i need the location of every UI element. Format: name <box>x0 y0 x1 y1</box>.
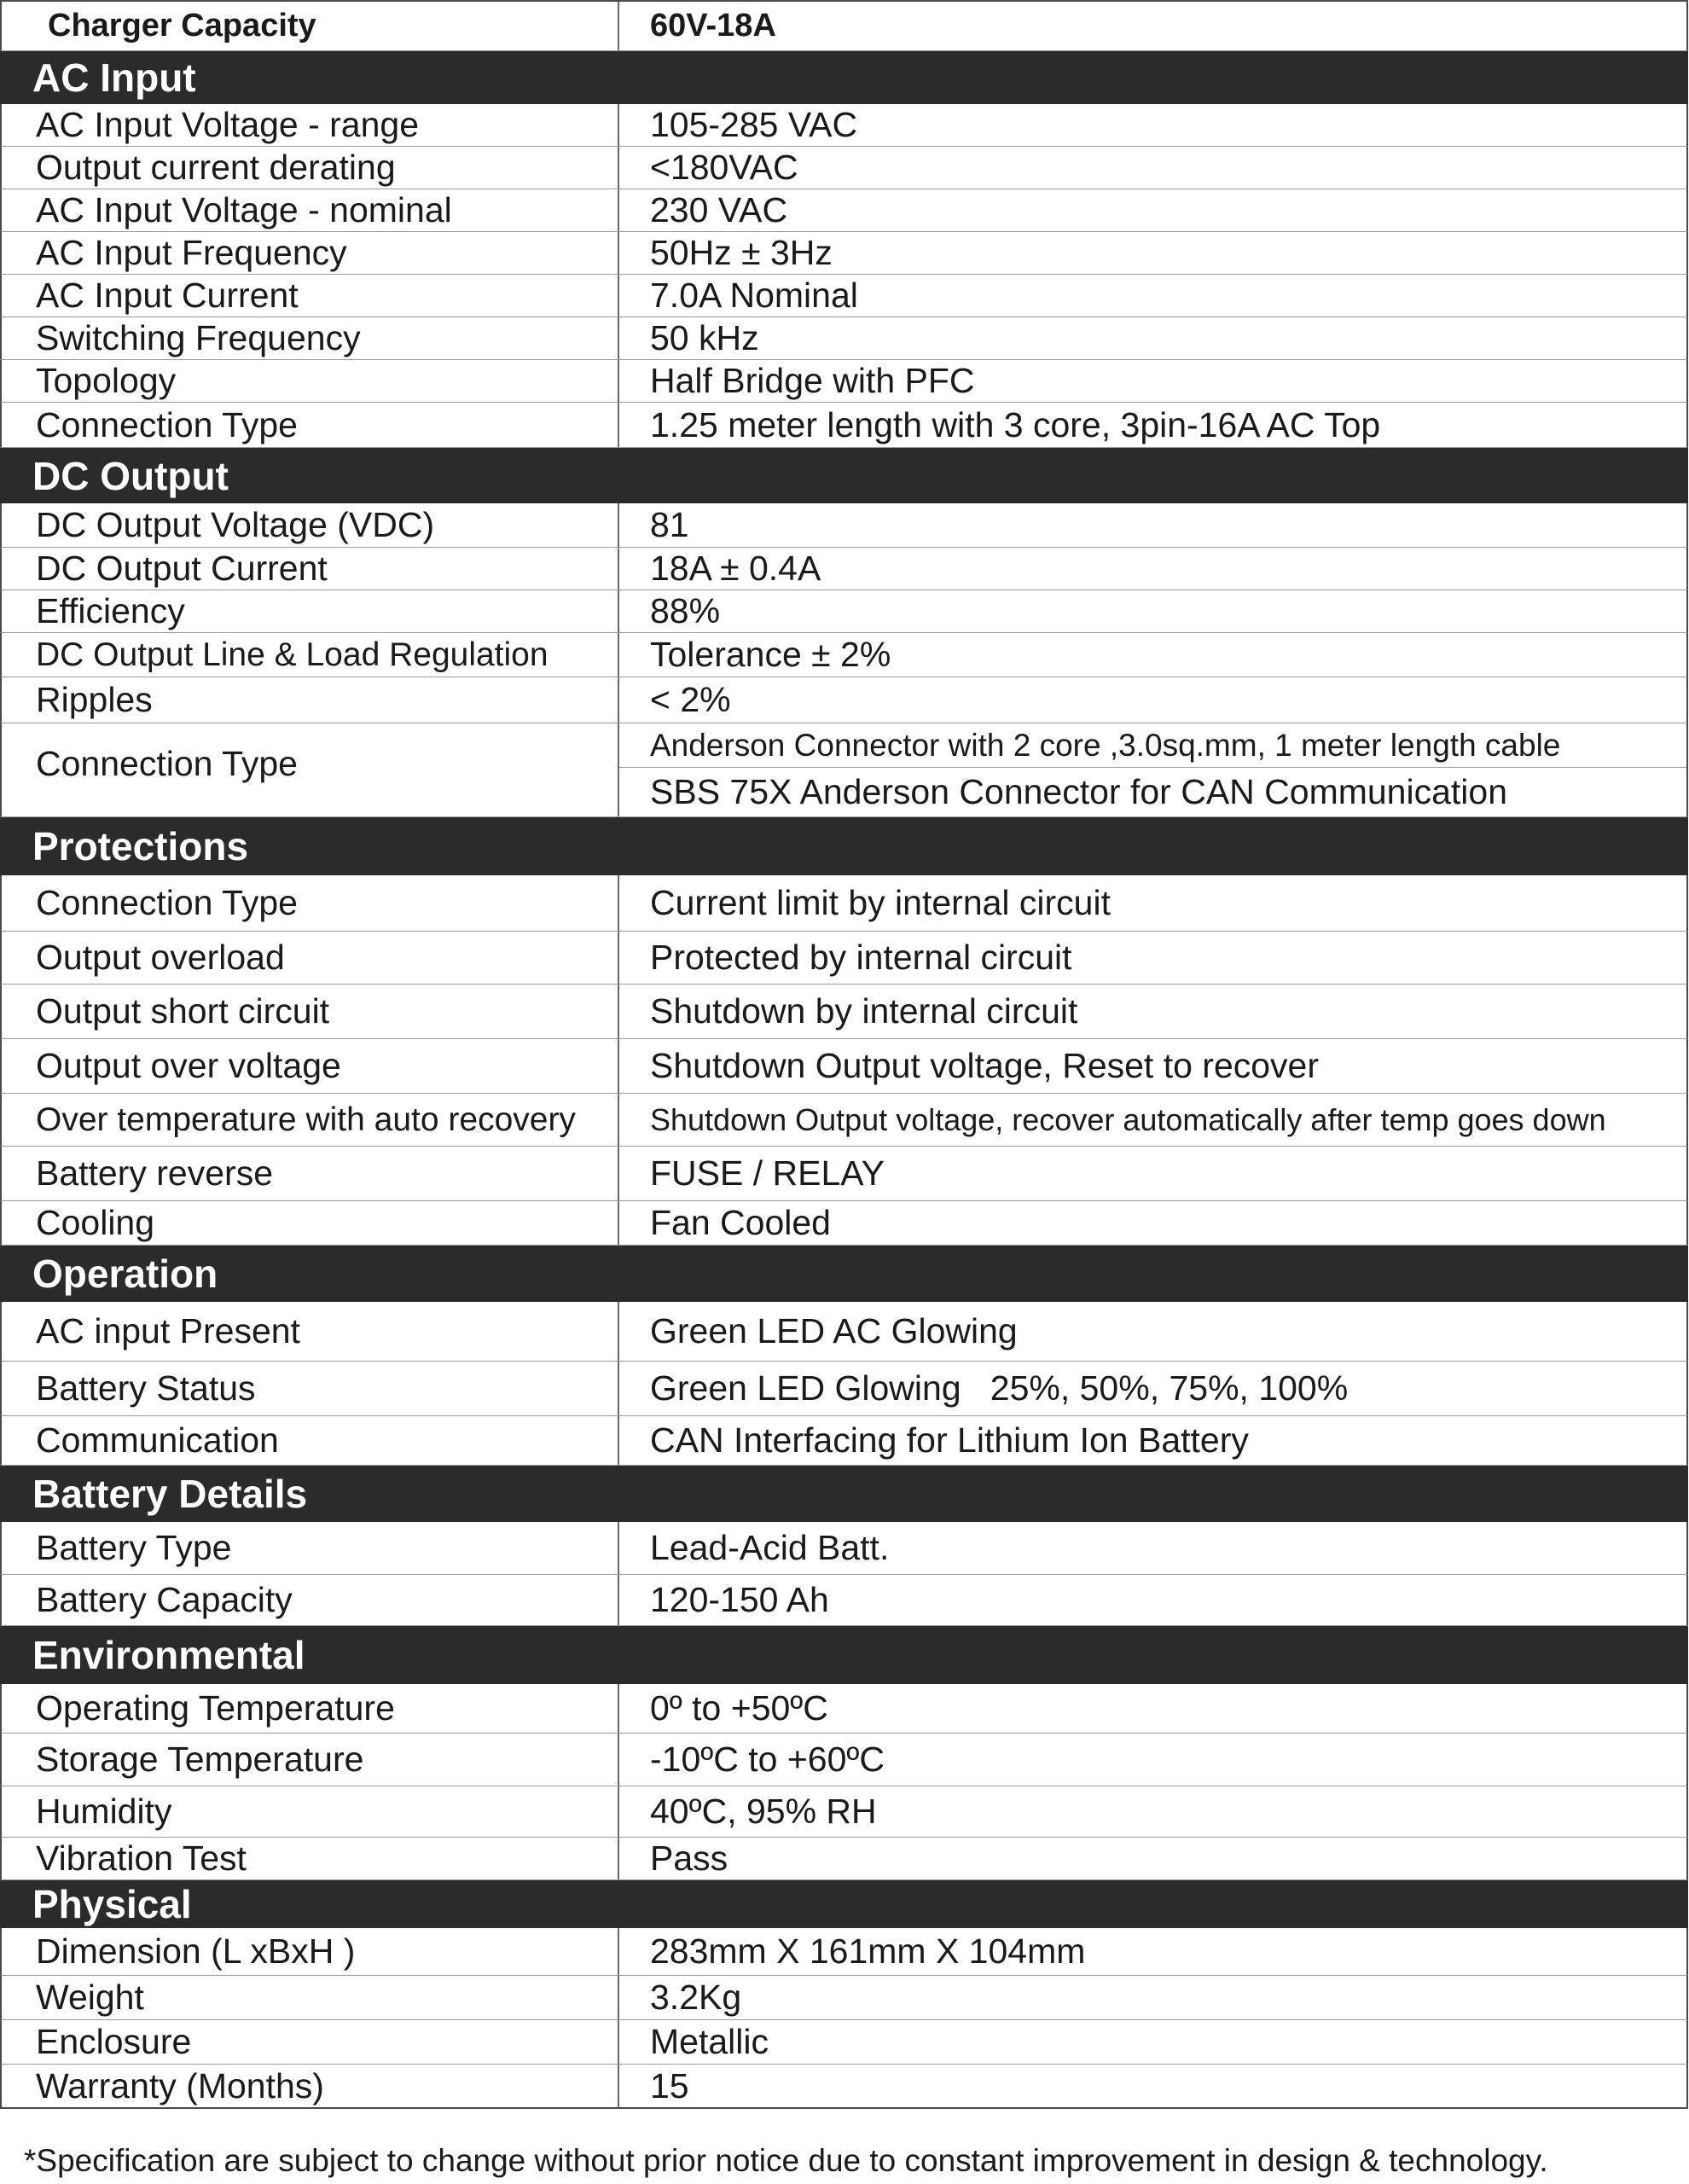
spec-row <box>0 317 1688 360</box>
spec-row <box>0 2020 1688 2065</box>
spec-label: Battery Status <box>2 1362 619 1415</box>
spec-value: Pass <box>650 1838 728 1878</box>
spec-value: 3.2Kg <box>650 1978 742 2017</box>
spec-row <box>0 1976 1688 2020</box>
spec-row <box>0 875 1688 932</box>
spec-value: Green LED AC Glowing <box>650 1311 1018 1350</box>
spec-value: <180VAC <box>650 148 798 187</box>
spec-value: -10ºC to +60ºC <box>650 1740 885 1779</box>
spec-row <box>0 932 1688 985</box>
spec-row <box>0 1094 1688 1147</box>
spec-label: AC input Present <box>2 1302 619 1361</box>
spec-value: Metallic <box>650 2022 769 2061</box>
spec-label: Topology <box>2 360 619 402</box>
spec-value: CAN Interfacing for Lithium Ion Battery <box>650 1420 1249 1460</box>
spec-row <box>0 1362 1688 1416</box>
spec-row <box>0 1201 1688 1246</box>
spec-row <box>0 232 1688 275</box>
spec-row <box>0 1039 1688 1094</box>
spec-label: Battery Capacity <box>2 1575 619 1625</box>
spec-label: Connection Type <box>2 403 619 447</box>
spec-value: Half Bridge with PFC <box>650 361 975 400</box>
spec-row <box>0 1302 1688 1362</box>
spec-label: Weight <box>2 1976 619 2019</box>
spec-label: DC Output Line & Load Regulation <box>2 633 619 677</box>
spec-label: Humidity <box>2 1786 619 1837</box>
spec-label: Battery reverse <box>2 1147 619 1200</box>
spec-value: < 2% <box>650 680 731 719</box>
spec-value: FUSE / RELAY <box>650 1153 885 1193</box>
spec-row <box>0 403 1688 448</box>
spec-value: 230 VAC <box>650 190 788 229</box>
spec-label: Over temperature with auto recovery <box>2 1094 619 1146</box>
spec-row <box>0 360 1688 403</box>
spec-label: DC Output Current <box>2 548 619 590</box>
spec-row <box>0 548 1688 590</box>
spec-label: Vibration Test <box>2 1838 619 1879</box>
spec-row <box>0 1147 1688 1201</box>
spec-label: Output overload <box>2 932 619 984</box>
spec-value: Green LED Glowing 25%, 50%, 75%, 100% <box>650 1368 1349 1408</box>
spec-row <box>0 503 1688 548</box>
spec-label: Connection Type <box>2 723 619 816</box>
section-header-protections: Protections <box>0 817 1688 875</box>
spec-value: 283mm X 161mm X 104mm <box>650 1931 1086 1971</box>
spec-row <box>0 104 1688 147</box>
section-header-physical: Physical <box>0 1880 1688 1928</box>
spec-label: Communication <box>2 1416 619 1465</box>
spec-value: 88% <box>650 591 721 630</box>
spec-label: Output over voltage <box>2 1039 619 1093</box>
section-header-battery-details: Battery Details <box>0 1466 1688 1522</box>
spec-value: 18A ± 0.4A <box>650 549 821 588</box>
spec-row <box>0 633 1688 677</box>
spec-label: AC Input Frequency <box>2 232 619 274</box>
spec-value: Lead-Acid Batt. <box>650 1528 890 1567</box>
spec-row <box>0 2065 1688 2109</box>
charger-capacity-row <box>0 0 1688 51</box>
spec-value: Anderson Connector with 2 core ,3.0sq.mm, 1 meter length cable <box>619 723 1686 768</box>
spec-value: 0º to +50ºC <box>650 1688 828 1728</box>
spec-value: 50 kHz <box>650 318 759 357</box>
section-header-environmental: Environmental <box>0 1626 1688 1684</box>
spec-row <box>0 189 1688 232</box>
spec-label: Warranty (Months) <box>2 2065 619 2107</box>
spec-value: 1.25 meter length with 3 core, 3pin-16A AC Top <box>650 404 1381 444</box>
spec-label: Ripples <box>2 677 619 723</box>
spec-value: 105-285 VAC <box>650 105 858 144</box>
spec-label: Switching Frequency <box>2 317 619 359</box>
section-header-operation: Operation <box>0 1246 1688 1302</box>
spec-label: Storage Temperature <box>2 1734 619 1786</box>
spec-row <box>0 677 1688 723</box>
spec-label: AC Input Voltage - range <box>2 104 619 146</box>
spec-row <box>0 1522 1688 1575</box>
spec-label: Enclosure <box>2 2020 619 2064</box>
spec-label: DC Output Voltage (VDC) <box>2 503 619 547</box>
spec-value: 81 <box>650 505 689 544</box>
spec-value: Current limit by internal circuit <box>650 883 1111 922</box>
spec-value: 40ºC, 95% RH <box>650 1792 877 1831</box>
spec-label: Cooling <box>2 1201 619 1245</box>
spec-label: AC Input Current <box>2 275 619 317</box>
spec-row <box>0 1575 1688 1626</box>
section-header-ac-input: AC Input <box>0 51 1688 104</box>
spec-label: Battery Type <box>2 1522 619 1574</box>
spec-row <box>0 590 1688 633</box>
spec-label: Connection Type <box>2 875 619 931</box>
spec-row <box>0 1928 1688 1976</box>
spec-value: Shutdown by internal circuit <box>650 991 1078 1031</box>
spec-row <box>0 1838 1688 1880</box>
spec-value: Tolerance ± 2% <box>650 635 891 674</box>
spec-value: 7.0A Nominal <box>650 276 858 315</box>
section-header-dc-output: DC Output <box>0 448 1688 503</box>
spec-value: 15 <box>650 2065 689 2106</box>
spec-row <box>0 1684 1688 1734</box>
spec-row <box>0 1416 1688 1466</box>
spec-row <box>0 147 1688 189</box>
footnote: *Specification are subject to change without prior notice due to constant improvement in design & technology. <box>24 2143 1548 2178</box>
charger-capacity-value: 60V-18A <box>650 8 776 44</box>
spec-row <box>0 1786 1688 1838</box>
spec-label: Operating Temperature <box>2 1684 619 1733</box>
spec-label: Efficiency <box>2 590 619 632</box>
spec-value: SBS 75X Anderson Connector for CAN Communication <box>650 772 1508 811</box>
spec-value: 50Hz ± 3Hz <box>650 233 833 272</box>
spec-label: AC Input Voltage - nominal <box>2 189 619 231</box>
spec-row <box>0 275 1688 317</box>
charger-capacity-label: Charger Capacity <box>2 2 619 50</box>
spec-value: Fan Cooled <box>650 1203 831 1242</box>
spec-value: Shutdown Output voltage, recover automatically after temp goes down <box>650 1101 1606 1137</box>
spec-value: Protected by internal circuit <box>650 938 1072 977</box>
spec-value: Shutdown Output voltage, Reset to recover <box>650 1046 1320 1085</box>
spec-label: Dimension (L xBxH ) <box>2 1928 619 1975</box>
spec-row-connection-type <box>0 723 1688 817</box>
spec-label: Output short circuit <box>2 985 619 1038</box>
spec-row <box>0 985 1688 1039</box>
spec-row <box>0 1734 1688 1786</box>
spec-value: 120-150 Ah <box>650 1580 829 1619</box>
spec-label: Output current derating <box>2 147 619 189</box>
